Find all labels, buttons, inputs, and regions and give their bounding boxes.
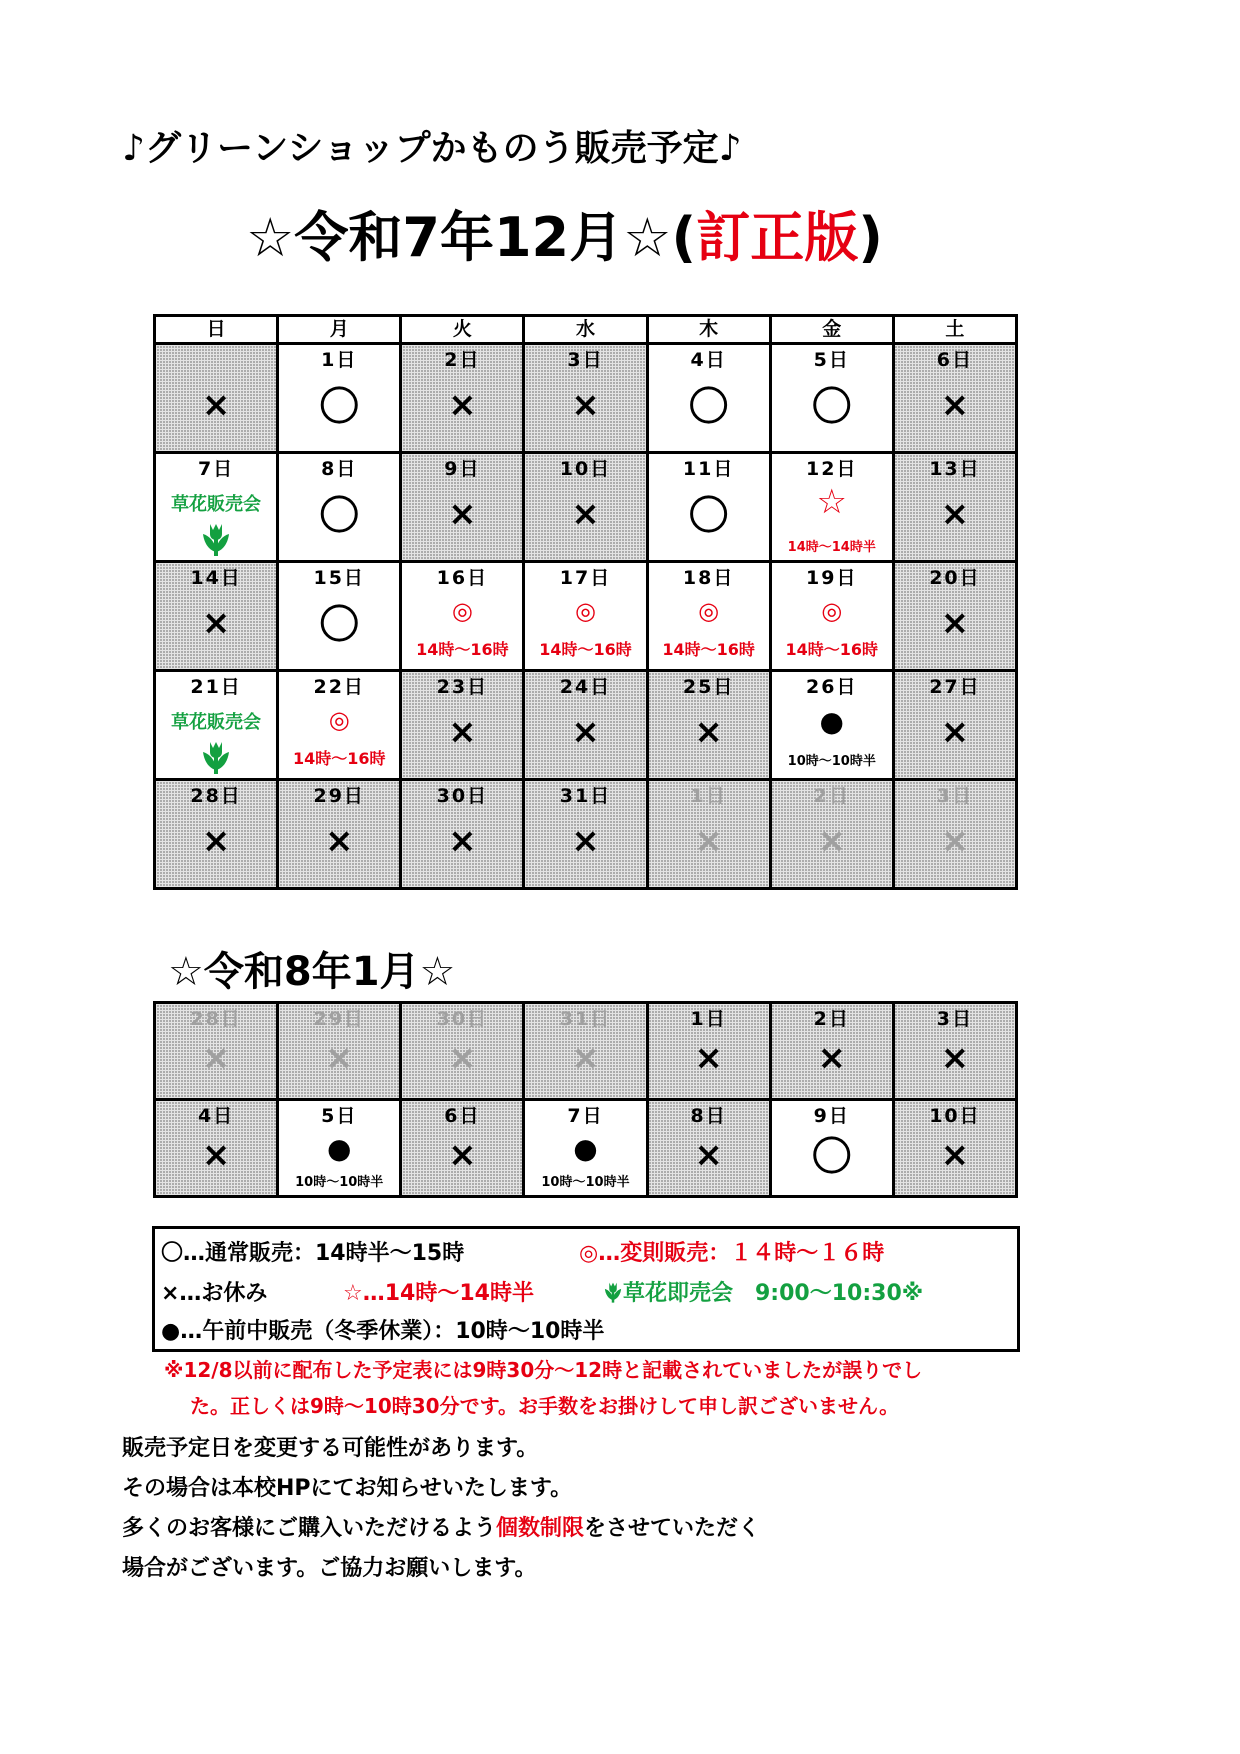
calendar-day-cell <box>647 344 770 453</box>
calendar-day-cell <box>770 344 893 453</box>
december-title-suffix: ) <box>858 206 883 269</box>
day-number: 2日 <box>444 349 481 371</box>
calendar-day-cell <box>278 780 401 889</box>
sale-time: 10時～10時半 <box>295 1175 384 1190</box>
closed-mark: × <box>571 1038 600 1078</box>
morning-sale-mark: ● <box>326 1132 352 1165</box>
day-number: 10日 <box>929 1105 981 1127</box>
calendar-day-cell <box>278 562 401 671</box>
star-mark: ☆ <box>816 482 848 522</box>
weekday-label: 日 <box>155 316 278 344</box>
calendar-day-cell <box>401 344 524 453</box>
day-number: 15日 <box>313 567 365 589</box>
irregular-sale-mark: ◎ <box>451 597 473 625</box>
tulip-icon <box>603 1281 623 1303</box>
calendar-day-cell <box>155 344 278 453</box>
calendar-day-cell <box>155 562 278 671</box>
calendar-day-cell <box>155 1100 278 1197</box>
tulip-icon <box>200 740 232 774</box>
day-number: 5日 <box>813 349 850 371</box>
day-number: 6日 <box>444 1105 481 1127</box>
day-number: 24日 <box>559 676 612 698</box>
day-number: 8日 <box>321 458 358 480</box>
closed-mark: × <box>817 821 847 861</box>
calendar-day-cell <box>647 780 770 889</box>
weekday-label: 火 <box>401 316 524 344</box>
calendar-day-cell <box>770 562 893 671</box>
calendar-day-cell <box>647 453 770 562</box>
day-number: 10日 <box>559 458 612 480</box>
calendar-day-cell <box>278 671 401 780</box>
calendar-day-cell <box>155 453 278 562</box>
tulip-icon <box>200 522 232 556</box>
calendar-day-cell <box>770 671 893 780</box>
weekday-label: 水 <box>524 316 647 344</box>
weekday-header <box>155 316 1017 344</box>
day-number: 2日 <box>813 1008 850 1030</box>
legend-flower-sale-text: 草花即売会 9:00～10:30※ <box>623 1281 924 1306</box>
calendar-day-cell <box>278 453 401 562</box>
calendar-day-cell <box>893 1003 1016 1100</box>
calendar-day-cell <box>524 344 647 453</box>
closed-mark: × <box>448 494 477 534</box>
closed-mark: × <box>448 821 477 861</box>
day-number: 7日 <box>567 1105 604 1127</box>
closed-mark: × <box>201 385 231 425</box>
notice-line4: 場合がございます。ご協力お願いします。 <box>122 1556 537 1581</box>
calendar-day-cell <box>401 671 524 780</box>
closed-mark: × <box>694 821 723 861</box>
day-number: 26日 <box>806 676 858 698</box>
calendar-week-row <box>155 671 1017 780</box>
day-number: 13日 <box>929 458 981 480</box>
calendar-day-cell <box>647 671 770 780</box>
open-mark: 〇 <box>688 384 729 430</box>
day-number: 3日 <box>936 1008 974 1030</box>
closed-mark: × <box>448 712 477 752</box>
legend-regular: 〇…通常販売：14時半～15時 <box>161 1241 465 1266</box>
calendar-week-row <box>155 1100 1017 1197</box>
day-number: 25日 <box>682 676 735 698</box>
closed-mark: × <box>571 494 600 534</box>
flower-sale-label: 草花販売会 <box>171 494 262 515</box>
calendar-day-cell <box>401 562 524 671</box>
correction-note-line2: た。正しくは9時～10時30分です。お手数をお掛けして申し訳ございません。 <box>190 1394 900 1418</box>
notice-line3-end: をさせていただく <box>584 1516 761 1541</box>
day-number: 30日 <box>436 1008 489 1030</box>
closed-mark: × <box>940 385 970 425</box>
calendar-day-cell <box>524 671 647 780</box>
closed-mark: × <box>694 1135 723 1175</box>
morning-sale-mark: ● <box>819 705 844 738</box>
closed-mark: × <box>324 821 354 861</box>
calendar-day-cell <box>155 780 278 889</box>
sale-time: 10時～10時半 <box>787 754 876 769</box>
calendar-day-cell <box>524 1003 647 1100</box>
calendar-day-cell <box>524 453 647 562</box>
closed-mark: × <box>201 821 231 861</box>
day-number: 23日 <box>436 676 489 698</box>
calendar-day-cell <box>770 1100 893 1197</box>
calendar-day-cell <box>893 671 1016 780</box>
calendar-week-row <box>155 562 1017 671</box>
day-number: 12日 <box>806 458 858 480</box>
calendar-day-cell <box>278 1100 401 1197</box>
day-number: 28日 <box>190 1008 242 1030</box>
day-number: 31日 <box>559 785 612 807</box>
day-number: 17日 <box>559 567 612 589</box>
day-number: 2日 <box>813 785 850 807</box>
quantity-limit-highlight: 個数制限 <box>496 1516 585 1541</box>
december-title <box>246 204 883 272</box>
closed-mark: × <box>694 712 723 752</box>
notice-line2: その場合は本校HPにてお知らせいたします。 <box>122 1476 573 1501</box>
calendar-day-cell <box>770 780 893 889</box>
closed-mark: × <box>694 1038 723 1078</box>
calendar-week-row <box>155 344 1017 453</box>
legend-morning: ●…午前中販売（冬季休業）：10時～10時半 <box>161 1319 605 1344</box>
weekday-label: 月 <box>278 316 401 344</box>
open-mark: 〇 <box>319 602 360 648</box>
calendar-week-row <box>155 453 1017 562</box>
closed-mark: × <box>201 1038 231 1078</box>
calendar-day-cell <box>770 453 893 562</box>
open-mark: 〇 <box>688 493 729 539</box>
legend-closed: ×…お休み <box>161 1281 268 1306</box>
sale-time: 14時～16時 <box>539 640 632 659</box>
morning-sale-mark: ● <box>573 1132 598 1165</box>
sale-time: 14時～14時半 <box>787 540 876 555</box>
calendar-day-cell <box>647 562 770 671</box>
day-number: 22日 <box>313 676 365 698</box>
sale-time: 14時～16時 <box>292 749 386 768</box>
december-calendar <box>153 314 1018 890</box>
closed-mark: × <box>940 494 970 534</box>
closed-mark: × <box>940 1135 970 1175</box>
legend-irregular: ◎…変則販売：１４時～１６時 <box>579 1241 885 1266</box>
calendar-day-cell <box>524 1100 647 1197</box>
closed-mark: × <box>940 712 970 752</box>
calendar-day-cell <box>647 1003 770 1100</box>
january-calendar <box>153 1001 1018 1198</box>
irregular-sale-mark: ◎ <box>328 706 350 734</box>
irregular-sale-mark: ◎ <box>698 597 720 625</box>
closed-mark: × <box>817 1038 847 1078</box>
irregular-sale-mark: ◎ <box>821 597 843 625</box>
day-number: 1日 <box>690 785 727 807</box>
notice-line3-start: 多くのお客様にご購入いただけるよう <box>122 1516 497 1541</box>
weekday-label: 木 <box>647 316 770 344</box>
closed-mark: × <box>940 1038 970 1078</box>
open-mark: 〇 <box>319 384 360 430</box>
open-mark: 〇 <box>319 493 360 539</box>
notice-line1: 販売予定日を変更する可能性があります。 <box>122 1436 539 1461</box>
january-title: ☆令和8年1月☆ <box>168 949 456 995</box>
sale-time: 14時～16時 <box>662 640 755 659</box>
closed-mark: × <box>448 1038 477 1078</box>
closed-mark: × <box>571 712 600 752</box>
day-number: 20日 <box>929 567 981 589</box>
closed-mark: × <box>201 1135 231 1175</box>
day-number: 29日 <box>313 785 365 807</box>
calendar-day-cell <box>893 1100 1016 1197</box>
closed-mark: × <box>448 385 477 425</box>
calendar-day-cell <box>524 780 647 889</box>
day-number: 6日 <box>936 349 974 371</box>
calendar-day-cell <box>893 344 1016 453</box>
weekday-label: 土 <box>893 316 1016 344</box>
closed-mark: × <box>201 603 231 643</box>
calendar-day-cell <box>401 1100 524 1197</box>
calendar-day-cell <box>524 562 647 671</box>
day-number: 9日 <box>444 458 481 480</box>
notice-line3 <box>122 1514 760 1544</box>
legend-box <box>152 1226 1020 1352</box>
legend-flower-sale <box>603 1279 923 1309</box>
correction-label: 訂正版 <box>696 206 859 269</box>
day-number: 19日 <box>806 567 858 589</box>
closed-mark: × <box>324 1038 354 1078</box>
day-number: 28日 <box>190 785 242 807</box>
calendar-day-cell <box>155 1003 278 1100</box>
day-number: 4日 <box>197 1105 235 1127</box>
calendar-day-cell <box>401 453 524 562</box>
calendar-day-cell <box>893 453 1016 562</box>
day-number: 3日 <box>936 785 974 807</box>
open-mark: 〇 <box>811 1134 852 1180</box>
calendar-day-cell <box>770 1003 893 1100</box>
day-number: 18日 <box>682 567 735 589</box>
december-title-main: ☆令和7年12月☆( <box>246 206 697 269</box>
calendar-week-row <box>155 780 1017 889</box>
day-number: 14日 <box>190 567 242 589</box>
closed-mark: × <box>940 821 970 861</box>
legend-star: ☆…14時～14時半 <box>343 1281 534 1306</box>
calendar-day-cell <box>647 1100 770 1197</box>
calendar-day-cell <box>278 1003 401 1100</box>
day-number: 8日 <box>690 1105 727 1127</box>
calendar-day-cell <box>893 562 1016 671</box>
sale-time: 14時～16時 <box>785 640 879 659</box>
day-number: 1日 <box>690 1008 727 1030</box>
day-number: 21日 <box>190 676 242 698</box>
closed-mark: × <box>448 1135 477 1175</box>
calendar-week-row <box>155 1003 1017 1100</box>
sale-time: 14時～16時 <box>416 640 509 659</box>
day-number: 31日 <box>559 1008 612 1030</box>
day-number: 7日 <box>197 458 235 480</box>
day-number: 27日 <box>929 676 981 698</box>
day-number: 1日 <box>321 349 358 371</box>
weekday-label: 金 <box>770 316 893 344</box>
open-mark: 〇 <box>811 384 852 430</box>
closed-mark: × <box>940 603 970 643</box>
calendar-day-cell <box>401 1003 524 1100</box>
day-number: 16日 <box>436 567 489 589</box>
calendar-day-cell <box>278 344 401 453</box>
correction-note-line1: ※12/8以前に配布した予定表には9時30分～12時と記載されていましたが誤りでし <box>164 1358 923 1382</box>
day-number: 11日 <box>682 458 735 480</box>
calendar-day-cell <box>893 780 1016 889</box>
day-number: 3日 <box>567 349 604 371</box>
calendar-day-cell <box>401 780 524 889</box>
calendar-day-cell <box>155 671 278 780</box>
sale-time: 10時～10時半 <box>541 1175 630 1190</box>
closed-mark: × <box>571 821 600 861</box>
day-number: 29日 <box>313 1008 365 1030</box>
day-number: 5日 <box>321 1105 358 1127</box>
closed-mark: × <box>571 385 600 425</box>
day-number: 4日 <box>690 349 727 371</box>
day-number: 9日 <box>813 1105 850 1127</box>
day-number: 30日 <box>436 785 489 807</box>
page-title: ♪グリーンショップかものう販売予定♪ <box>122 128 742 169</box>
irregular-sale-mark: ◎ <box>575 597 596 625</box>
flower-sale-label: 草花販売会 <box>171 712 262 733</box>
